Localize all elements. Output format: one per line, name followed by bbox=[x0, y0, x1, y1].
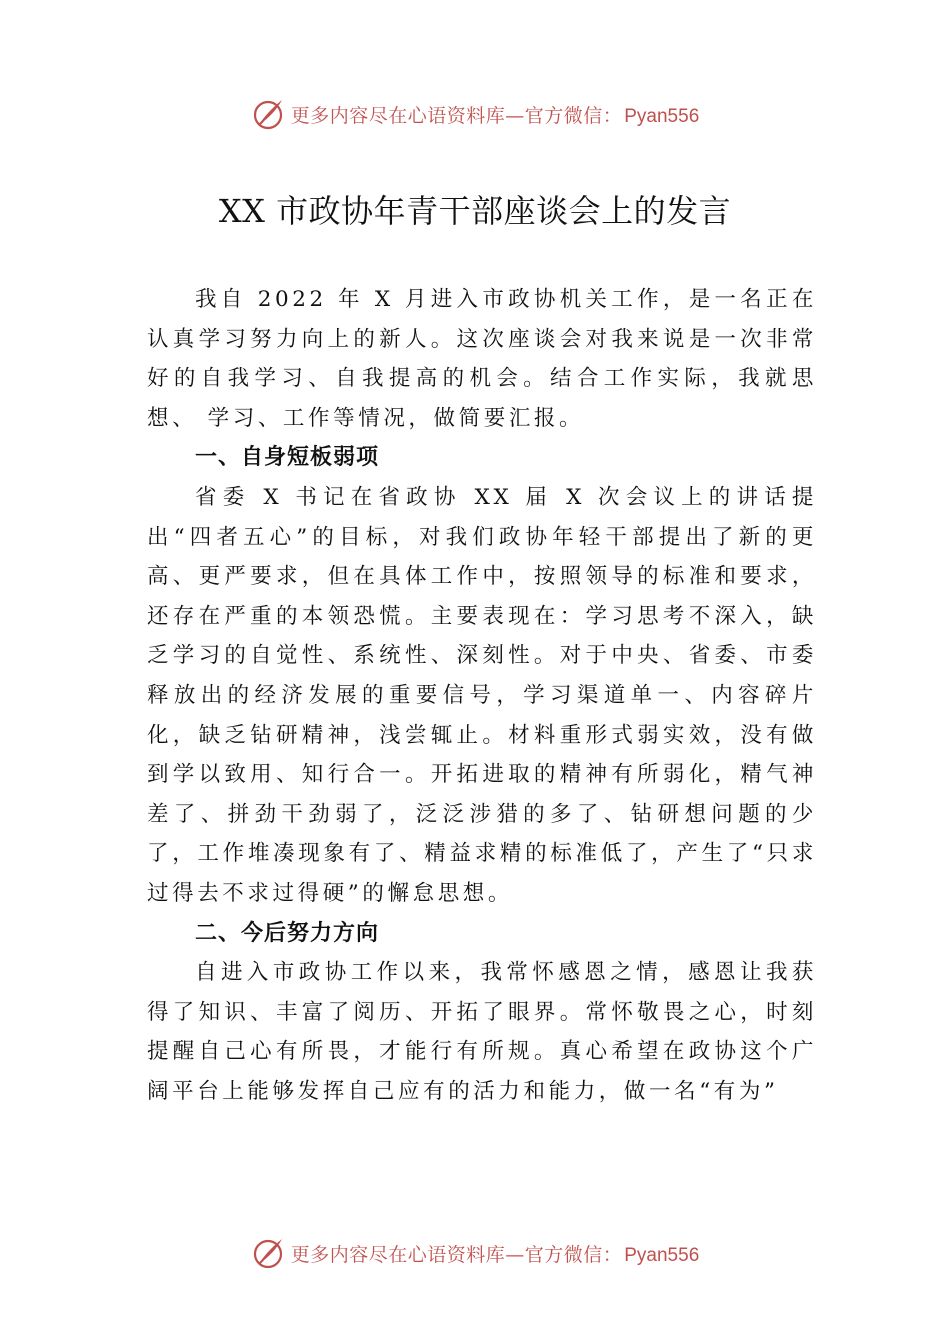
intro-paragraph: 我自 2022 年 X 月进入市政协机关工作，是一名正在认真学习努力向上的新人。这次座谈会对我来说是一次非常好的自我学习、自我提高的机会。结合工作实际，我就思想、 学习、工作等情况，做简要汇报。 bbox=[147, 287, 817, 431]
watermark-text: 更多内容尽在心语资料库—官方微信： Pyan556 bbox=[290, 104, 700, 127]
watermark-text: 更多内容尽在心语资料库—官方微信： Pyan556 bbox=[290, 1243, 700, 1266]
document-body bbox=[147, 280, 817, 1111]
header-watermark bbox=[0, 94, 950, 134]
document-title: XX 市政协年青干部座谈会上的发言 bbox=[218, 192, 732, 230]
section-heading-1: 一、自身短板弱项 bbox=[195, 445, 380, 471]
footer-watermark bbox=[0, 1233, 950, 1273]
section-2-paragraph: 自进入市政协工作以来，我常怀感恩之情，感恩让我获得了知识、丰富了阅历、开拓了眼界。常怀敬畏之心，时刻提醒自己心有所畏，才能行有所规。真心希望在政协这个广阔平台上能够发挥自己应有的活力和能力，做一名“有为” bbox=[147, 960, 817, 1104]
quill-pen-logo-icon bbox=[251, 96, 287, 132]
section-1-paragraph: 省委 X 书记在省政协 XX 届 X 次会议上的讲话提出“四者五心”的目标，对我们政协年轻干部提出了新的更高、更严要求，但在具体工作中，按照领导的标准和要求，还存在严重的本领恐慌。主要表现在：学习思考不深入，缺乏学习的自觉性、系统性、深刻性。对于中央、省委、市委释放出的经济发展的重要信号，学习渠道单一、内容碎片化，缺乏钻研精神，浅尝辄止。材料重形式弱实效，没有做到学以致用、知行合一。开拓进取的精神有所弱化，精气神差了、拼劲干劲弱了，泛泛涉猎的多了、钻研想问题的少了，工作堆凑现象有了、精益求精的标准低了，产生了“只求过得去不求过得硬”的懈怠思想。 bbox=[147, 484, 817, 906]
quill-pen-logo-icon bbox=[251, 1235, 287, 1271]
section-heading-2: 二、今后努力方向 bbox=[195, 920, 380, 946]
